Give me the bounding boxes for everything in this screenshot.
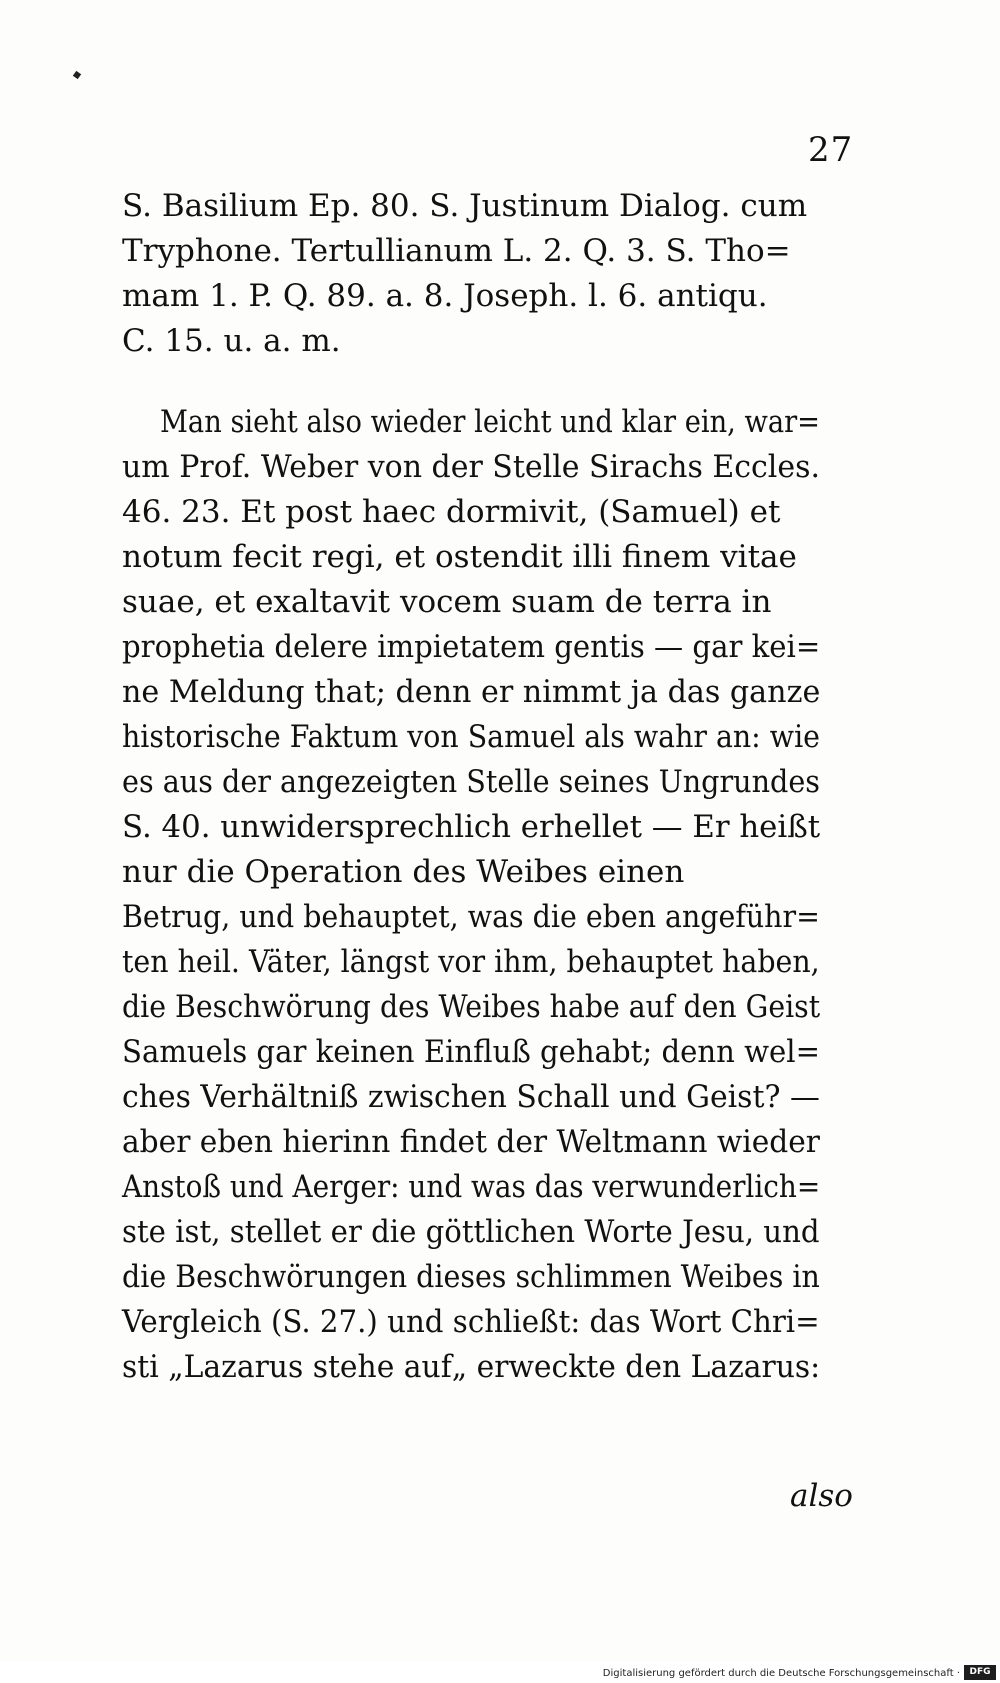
ink-speck	[73, 71, 81, 79]
text-line: Betrug, und behauptet, was die eben angeführ=	[122, 899, 820, 935]
text-line: ste ist, stellet er die göttlichen Worte Jesu, und	[122, 1214, 820, 1250]
text-line: Tryphone. Tertullianum L. 2. Q. 3. S. Tho=	[122, 233, 791, 269]
text-line: mam 1. P. Q. 89. a. 8. Joseph. l. 6. antiqu.	[122, 278, 768, 314]
dfg-logo-icon: DFG	[964, 1665, 996, 1680]
text-line: Vergleich (S. 27.) und schließt: das Wort Chri=	[122, 1304, 820, 1340]
text-line: ten heil. Väter, längst vor ihm, behauptet haben,	[122, 944, 820, 980]
text-line: historische Faktum von Samuel als wahr an: wie	[122, 719, 820, 755]
text-line: notum fecit regi, et ostendit illi finem vitae	[122, 539, 797, 575]
footer-bar	[0, 1661, 1000, 1683]
page-number: 27	[808, 130, 854, 170]
text-line: aber eben hierinn findet der Weltmann wieder	[122, 1124, 820, 1160]
text-line: prophetia delere impietatem gentis — gar kei=	[122, 629, 821, 665]
text-line: Man sieht also wieder leicht und klar ein, war=	[160, 404, 821, 440]
text-line: sti „Lazarus stehe auf„ erweckte den Lazarus:	[122, 1349, 821, 1385]
text-line: es aus der angezeigten Stelle seines Ungrundes	[122, 764, 820, 800]
text-line: S. 40. unwidersprechlich erhellet — Er heißt	[122, 809, 821, 845]
text-line: die Beschwörung des Weibes habe auf den Geist	[122, 989, 821, 1025]
text-line: suae, et exaltavit vocem suam de terra in	[122, 584, 772, 620]
footer-credit: Digitalisierung gefördert durch die Deutsche Forschungsgemeinschaft ·	[602, 1668, 960, 1679]
text-line: Anstoß und Aerger: und was das verwunderlich=	[122, 1169, 821, 1205]
text-line: C. 15. u. a. m.	[122, 323, 341, 359]
text-line: um Prof. Weber von der Stelle Sirachs Eccles.	[122, 449, 821, 485]
text-line: 46. 23. Et post haec dormivit, (Samuel) et	[122, 494, 781, 530]
text-line: ches Verhältniß zwischen Schall und Geist? —	[122, 1079, 820, 1115]
text-line: nur die Operation des Weibes einen	[122, 854, 685, 890]
text-line: Samuels gar keinen Einfluß gehabt; denn wel=	[122, 1034, 820, 1070]
text-line: die Beschwörungen dieses schlimmen Weibes in	[122, 1259, 820, 1295]
text-line: ne Meldung that; denn er nimmt ja das ganze	[122, 674, 821, 710]
text-line: S. Basilium Ep. 80. S. Justinum Dialog. cum	[122, 188, 808, 224]
catchword: also	[790, 1478, 853, 1514]
